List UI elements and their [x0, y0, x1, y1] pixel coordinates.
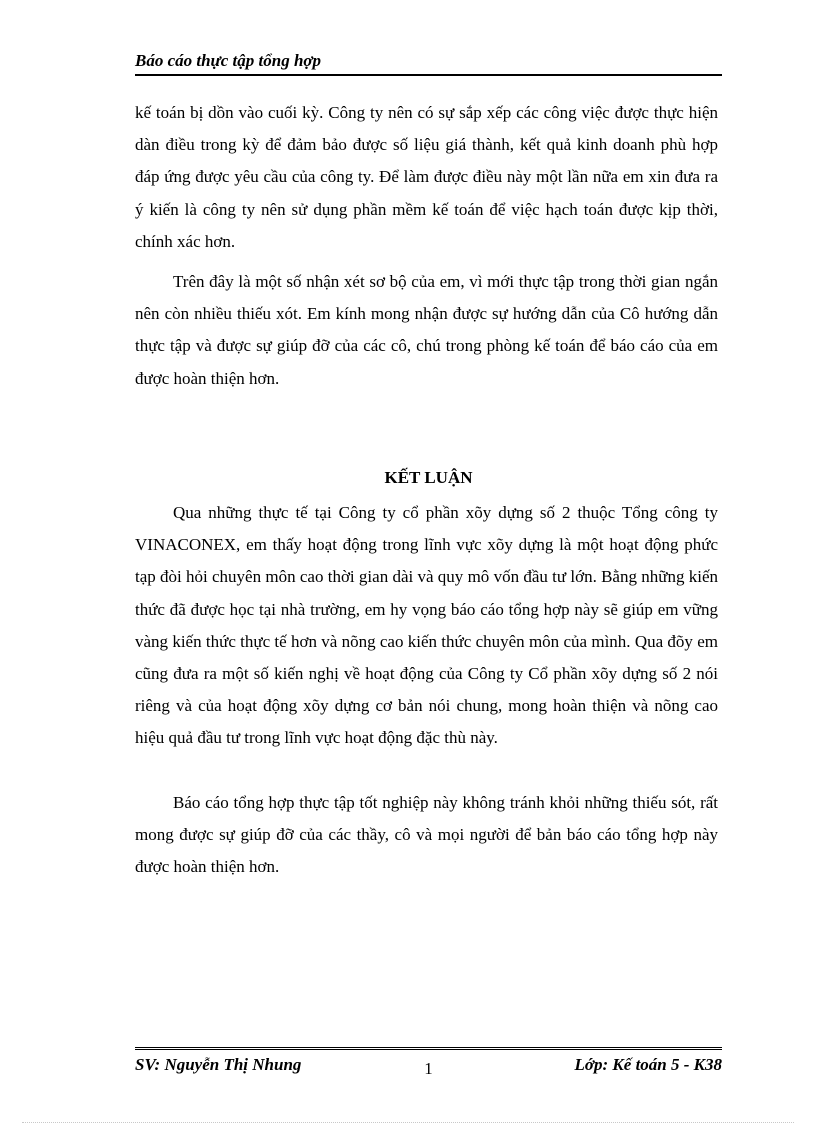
page-header [135, 48, 722, 76]
paragraph-1: kế toán bị dồn vào cuối kỳ. Công ty nên có sự sắp xếp các công việc được thực hiện dàn điều trong kỳ để đảm bảo được số liệu giá thành, kết quả kinh doanh phù hợp đáp ứng được yêu cầu của công ty. Để làm được điều này một lần nữa em xin đưa ra ý kiến là công ty nên sử dụng phần mềm kế toán để việc hạch toán được kịp thời, chính xác hơn. [135, 103, 718, 251]
conclusion-paragraph-2: Báo cáo tổng hợp thực tập tốt nghiệp này không tránh khỏi những thiếu sót, rất mong được sự giúp đỡ của các thầy, cô và mọi người để bản báo cáo tổng hợp này được hoàn thiện hơn. [135, 793, 718, 877]
header-title: Báo cáo thực tập tổng hợp [135, 51, 322, 70]
footer-class: Lớp: Kế toán 5 - K38 [574, 1055, 722, 1074]
paragraph-2: Trên đây là một số nhận xét sơ bộ của em, vì mới thực tập trong thời gian ngắn nên còn nhiều thiếu xót. Em kính mong nhận được sự hướng dẫn của Cô hướng dẫn thực tập và được sự giúp đỡ của các cô, chú trong phòng kế toán để báo cáo của em được hoàn thiện hơn. [135, 272, 718, 388]
footer-student-name: SV: Nguyễn Thị Nhung [135, 1055, 302, 1074]
page-number: 1 [424, 1059, 433, 1078]
conclusion-paragraph-1: Qua những thực tế tại Công ty cổ phần xõy dựng số 2 thuộc Tổng công ty VINACONEX, em thấy hoạt động trong lĩnh vực xõy dựng là một hoạt động phức tạp đòi hỏi chuyên môn cao thời gian dài và quy mô vốn đầu tư lớn. Bằng những kiến thức đã được học tại nhà trường, em hy vọng báo cáo tổng hợp này sẽ giúp em vững vàng kiến thức thực tế hơn và nõng cao kiến thức chuyên môn của mình. Qua đõy em cũng đưa ra một số kiến nghị về hoạt động của Công ty Cổ phần xõy dựng số 2 nói riêng và của hoạt động xõy dựng cơ bản nói chung, mong hoàn thiện và nõng cao hiệu quả đầu tư trong lĩnh vực hoạt động đặc thù này. [135, 503, 718, 748]
conclusion-heading: KẾT LUẬN [384, 468, 473, 487]
page-footer [135, 1047, 722, 1086]
